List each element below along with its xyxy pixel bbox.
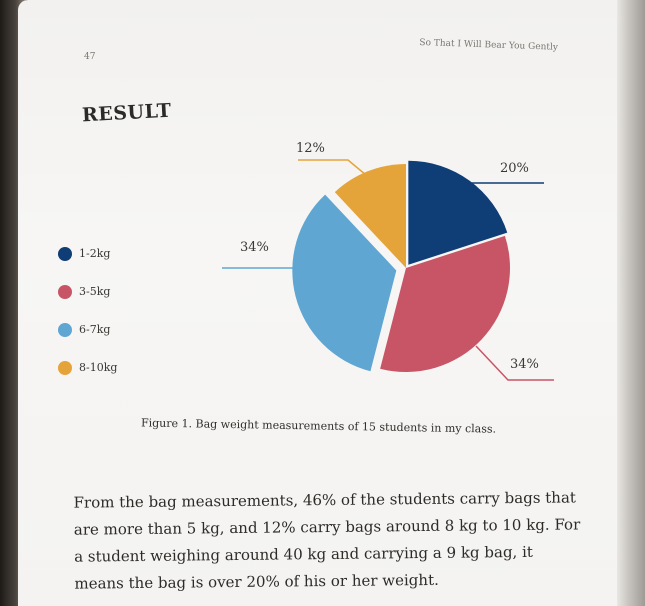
legend-swatch xyxy=(58,247,72,261)
figure-caption: Figure 1. Bag weight measurements of 15 students in my class. xyxy=(140,416,497,436)
legend-swatch xyxy=(58,285,72,299)
legend-label: 1-2kg xyxy=(79,247,111,260)
slice-label-3-5kg: 34% xyxy=(510,357,539,372)
slice-label-6-7kg: 34% xyxy=(240,240,269,255)
legend-swatch xyxy=(58,323,72,337)
body-paragraph: From the bag measurements, 46% of the students carry bags that are more than 5 kg, and 12% carry bags around 8 kg to 10 kg. For a student weighing around 40 kg and carrying a 9 kg bag, it means the bag is over 20% of his or her weight. xyxy=(73,488,581,593)
legend-label: 6-7kg xyxy=(79,323,111,336)
running-head: So That I Will Bear You Gently xyxy=(419,37,559,53)
slice-label-8-10kg: 12% xyxy=(296,141,325,156)
section-title: RESULT xyxy=(81,99,173,127)
legend-label: 3-5kg xyxy=(79,285,111,298)
slice-label-1-2kg: 20% xyxy=(500,161,529,176)
legend-swatch xyxy=(58,361,72,375)
page-number: 47 xyxy=(84,52,96,62)
legend-label: 8-10kg xyxy=(79,361,118,374)
